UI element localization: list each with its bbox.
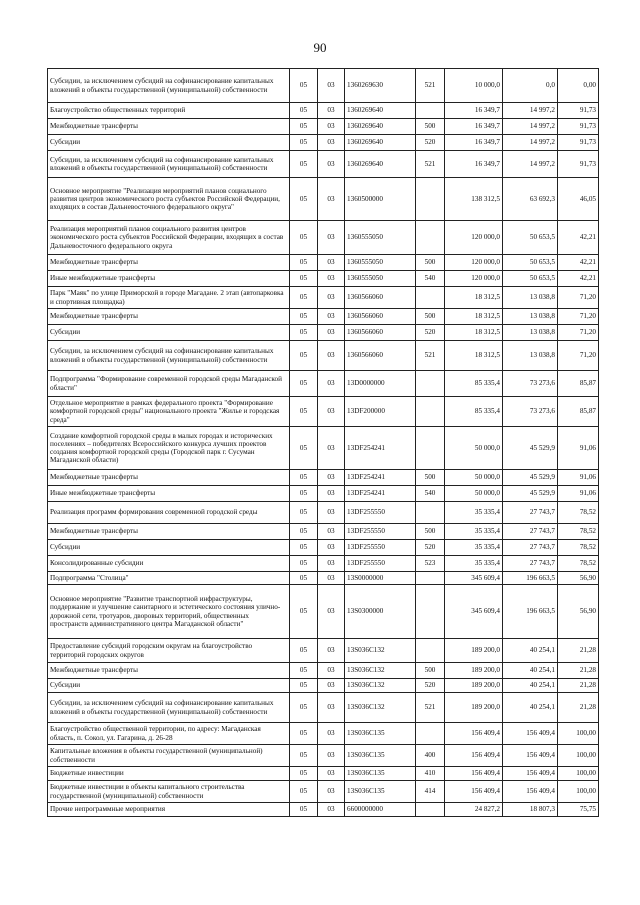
section-code: 05 [290,371,318,397]
table-row [48,119,599,135]
approved-amount: 50 000,0 [445,427,503,470]
subsection-code: 03 [318,135,345,151]
expense-type-code [416,585,445,639]
executed-amount: 18 807,3 [503,803,558,817]
subsection-code: 03 [318,663,345,679]
executed-amount: 45 529,9 [503,427,558,470]
execution-percent: 91,06 [558,470,599,486]
table-row [48,309,599,325]
execution-percent: 78,52 [558,524,599,540]
line-item-name: Парк "Маяк" по улице Приморской в городе Магадане. 2 этап (автопарковка и спортивная площадка) [48,287,290,309]
subsection-code: 03 [318,723,345,745]
line-item-name: Благоустройство общественных территорий [48,103,290,119]
expense-type-code: 523 [416,556,445,572]
approved-amount: 156 409,4 [445,767,503,781]
subsection-code: 03 [318,371,345,397]
table-row [48,287,599,309]
target-article-code: 13S036C132 [345,663,416,679]
execution-percent: 85,87 [558,397,599,427]
executed-amount: 45 529,9 [503,470,558,486]
table-row [48,540,599,556]
approved-amount: 138 312,5 [445,178,503,221]
line-item-name: Предоставление субсидий городским округам на благоустройство территорий городских округов [48,639,290,663]
section-code: 05 [290,745,318,767]
line-item-name: Субсидии [48,135,290,151]
subsection-code: 03 [318,486,345,502]
expense-type-code [416,103,445,119]
section-code: 05 [290,502,318,524]
table-row [48,69,599,103]
target-article-code: 1360269640 [345,119,416,135]
executed-amount: 13 038,8 [503,341,558,371]
line-item-name: Консолидированные субсидии [48,556,290,572]
table-row [48,524,599,540]
target-article-code: 13DF254241 [345,470,416,486]
execution-percent: 91,73 [558,151,599,178]
subsection-code: 03 [318,119,345,135]
section-code: 05 [290,178,318,221]
executed-amount: 40 254,1 [503,639,558,663]
approved-amount: 189 200,0 [445,693,503,723]
executed-amount: 14 997,2 [503,119,558,135]
approved-amount: 35 335,4 [445,524,503,540]
approved-amount: 16 349,7 [445,103,503,119]
target-article-code: 13DF255550 [345,502,416,524]
execution-percent: 100,00 [558,745,599,767]
execution-percent: 71,20 [558,309,599,325]
expense-type-code: 500 [416,663,445,679]
approved-amount: 85 335,4 [445,371,503,397]
execution-percent: 91,73 [558,103,599,119]
line-item-name: Основное мероприятие "Реализация мероприятий планов социального развития центров экономического роста субъектов Российской Федерации, входящих в состав Дальневосточного федерального округа" [48,178,290,221]
section-code: 05 [290,524,318,540]
execution-percent: 78,52 [558,502,599,524]
executed-amount: 40 254,1 [503,663,558,679]
subsection-code: 03 [318,502,345,524]
executed-amount: 13 038,8 [503,325,558,341]
executed-amount: 13 038,8 [503,287,558,309]
executed-amount: 73 273,6 [503,371,558,397]
table-row [48,103,599,119]
subsection-code: 03 [318,271,345,287]
subsection-code: 03 [318,341,345,371]
table-row [48,745,599,767]
expense-type-code [416,371,445,397]
expense-type-code [416,723,445,745]
target-article-code: 1360566060 [345,325,416,341]
approved-amount: 50 000,0 [445,470,503,486]
approved-amount: 189 200,0 [445,663,503,679]
approved-amount: 156 409,4 [445,745,503,767]
expense-type-code: 500 [416,524,445,540]
subsection-code: 03 [318,679,345,693]
executed-amount: 40 254,1 [503,679,558,693]
table-row [48,781,599,803]
line-item-name: Субсидии, за исключением субсидий на софинансирование капитальных вложений в объекты государственной (муниципальной) собственности [48,693,290,723]
table-row [48,470,599,486]
line-item-name: Межбюджетные трансферты [48,309,290,325]
expense-type-code: 521 [416,693,445,723]
section-code: 05 [290,221,318,255]
execution-percent: 42,21 [558,255,599,271]
line-item-name: Отдельное мероприятие в рамках федерального проекта "Формирование комфортной городской среды" национального проекта "Жилье и городская среда" [48,397,290,427]
line-item-name: Подпрограмма "Формирование современной городской среды Магаданской области" [48,371,290,397]
section-code: 05 [290,679,318,693]
target-article-code: 1360555050 [345,271,416,287]
approved-amount: 50 000,0 [445,486,503,502]
subsection-code: 03 [318,767,345,781]
execution-percent: 21,28 [558,639,599,663]
line-item-name: Субсидии [48,540,290,556]
line-item-name: Создание комфортной городской среды в малых городах и исторических поселениях – победителях Всероссийского конкурса лучших проектов создания комфортной городской среды (Городской парк г. Сусуман Магаданской области) [48,427,290,470]
expense-type-code: 500 [416,470,445,486]
executed-amount: 156 409,4 [503,781,558,803]
approved-amount: 345 609,4 [445,572,503,585]
execution-percent: 71,20 [558,325,599,341]
table-row [48,427,599,470]
section-code: 05 [290,151,318,178]
expense-type-code [416,572,445,585]
executed-amount: 13 038,8 [503,309,558,325]
expense-type-code: 520 [416,135,445,151]
line-item-name: Основное мероприятие "Развитие транспортной инфраструктуры, поддержание и улучшение санитарного и эстетического состояния улично-дорожной сети, тротуаров, дворовых территорий, общественных пространств административного центра Магаданской области" [48,585,290,639]
line-item-name: Межбюджетные трансферты [48,663,290,679]
execution-percent: 56,90 [558,585,599,639]
subsection-code: 03 [318,221,345,255]
table-row [48,397,599,427]
execution-percent: 71,20 [558,341,599,371]
executed-amount: 27 743,7 [503,556,558,572]
target-article-code: 13S036C135 [345,767,416,781]
executed-amount: 50 653,5 [503,271,558,287]
section-code: 05 [290,271,318,287]
approved-amount: 120 000,0 [445,255,503,271]
approved-amount: 16 349,7 [445,151,503,178]
target-article-code: 13DF200000 [345,397,416,427]
line-item-name: Иные межбюджетные трансферты [48,271,290,287]
executed-amount: 73 273,6 [503,397,558,427]
executed-amount: 14 997,2 [503,151,558,178]
subsection-code: 03 [318,524,345,540]
execution-percent: 91,06 [558,427,599,470]
line-item-name: Субсидии [48,679,290,693]
section-code: 05 [290,486,318,502]
expense-type-code: 521 [416,151,445,178]
executed-amount: 27 743,7 [503,540,558,556]
table-row [48,486,599,502]
section-code: 05 [290,803,318,817]
approved-amount: 18 312,5 [445,287,503,309]
expense-type-code: 414 [416,781,445,803]
line-item-name: Субсидии, за исключением субсидий на софинансирование капитальных вложений в объекты государственной (муниципальной) собственности [48,151,290,178]
target-article-code: 13D0000000 [345,371,416,397]
approved-amount: 120 000,0 [445,271,503,287]
expense-type-code: 500 [416,119,445,135]
execution-percent: 0,00 [558,69,599,103]
line-item-name: Межбюджетные трансферты [48,255,290,271]
target-article-code: 13DF255550 [345,524,416,540]
section-code: 05 [290,287,318,309]
budget-table [47,68,599,817]
executed-amount: 27 743,7 [503,524,558,540]
line-item-name: Межбюджетные трансферты [48,119,290,135]
page-number: 90 [313,40,327,55]
table-row [48,585,599,639]
table-row [48,767,599,781]
execution-percent: 21,28 [558,693,599,723]
expense-type-code [416,287,445,309]
target-article-code: 13S0300000 [345,585,416,639]
expense-type-code: 500 [416,255,445,271]
target-article-code: 13S036C135 [345,781,416,803]
execution-percent: 85,87 [558,371,599,397]
subsection-code: 03 [318,427,345,470]
section-code: 05 [290,255,318,271]
section-code: 05 [290,427,318,470]
table-row [48,572,599,585]
expense-type-code [416,502,445,524]
executed-amount: 0,0 [503,69,558,103]
table-row [48,325,599,341]
table-row [48,502,599,524]
expense-type-code: 500 [416,309,445,325]
line-item-name: Благоустройство общественной территории, по адресу: Магаданская область, п. Сокол, ул. Гагарина, д. 26-28 [48,723,290,745]
expense-type-code: 521 [416,69,445,103]
target-article-code: 1360566060 [345,309,416,325]
subsection-code: 03 [318,639,345,663]
executed-amount: 156 409,4 [503,767,558,781]
subsection-code: 03 [318,585,345,639]
target-article-code: 1360269640 [345,151,416,178]
execution-percent: 100,00 [558,723,599,745]
approved-amount: 156 409,4 [445,723,503,745]
section-code: 05 [290,639,318,663]
expense-type-code [416,221,445,255]
subsection-code: 03 [318,803,345,817]
execution-percent: 46,05 [558,178,599,221]
approved-amount: 189 200,0 [445,679,503,693]
target-article-code: 13S036C132 [345,639,416,663]
section-code: 05 [290,341,318,371]
subsection-code: 03 [318,745,345,767]
subsection-code: 03 [318,309,345,325]
executed-amount: 50 653,5 [503,255,558,271]
execution-percent: 21,28 [558,663,599,679]
expense-type-code [416,178,445,221]
line-item-name: Прочие непрограммные мероприятия [48,803,290,817]
target-article-code: 13S036C135 [345,723,416,745]
section-code: 05 [290,325,318,341]
line-item-name: Субсидии [48,325,290,341]
target-article-code: 1360269640 [345,135,416,151]
target-article-code: 1360269630 [345,69,416,103]
target-article-code: 13DF254241 [345,486,416,502]
line-item-name: Межбюджетные трансферты [48,470,290,486]
subsection-code: 03 [318,781,345,803]
line-item-name: Реализация программ формирования современной городской среды [48,502,290,524]
executed-amount: 45 529,9 [503,486,558,502]
subsection-code: 03 [318,540,345,556]
expense-type-code: 540 [416,271,445,287]
line-item-name: Иные межбюджетные трансферты [48,486,290,502]
target-article-code: 13S036C135 [345,745,416,767]
expense-type-code [416,803,445,817]
target-article-code: 1360555050 [345,221,416,255]
subsection-code: 03 [318,178,345,221]
approved-amount: 18 312,5 [445,309,503,325]
approved-amount: 10 000,0 [445,69,503,103]
table-row [48,271,599,287]
table-row [48,255,599,271]
execution-percent: 78,52 [558,556,599,572]
expense-type-code: 520 [416,679,445,693]
section-code: 05 [290,556,318,572]
subsection-code: 03 [318,556,345,572]
table-row [48,693,599,723]
approved-amount: 156 409,4 [445,781,503,803]
target-article-code: 1360566060 [345,287,416,309]
expense-type-code: 520 [416,325,445,341]
line-item-name: Субсидии, за исключением субсидий на софинансирование капитальных вложений в объекты государственной (муниципальной) собственности [48,341,290,371]
section-code: 05 [290,119,318,135]
table-row [48,556,599,572]
line-item-name: Бюджетные инвестиции [48,767,290,781]
approved-amount: 16 349,7 [445,135,503,151]
executed-amount: 14 997,2 [503,103,558,119]
subsection-code: 03 [318,397,345,427]
executed-amount: 196 663,5 [503,585,558,639]
execution-percent: 42,21 [558,221,599,255]
section-code: 05 [290,540,318,556]
table-row [48,135,599,151]
table-row [48,178,599,221]
table-row [48,803,599,817]
table-row [48,723,599,745]
execution-percent: 100,00 [558,781,599,803]
section-code: 05 [290,767,318,781]
subsection-code: 03 [318,470,345,486]
subsection-code: 03 [318,151,345,178]
line-item-name: Межбюджетные трансферты [48,524,290,540]
approved-amount: 35 335,4 [445,540,503,556]
target-article-code: 13DF255550 [345,540,416,556]
target-article-code: 13S036C132 [345,679,416,693]
section-code: 05 [290,103,318,119]
executed-amount: 63 692,3 [503,178,558,221]
executed-amount: 196 663,5 [503,572,558,585]
line-item-name: Бюджетные инвестиции в объекты капитального строительства государственной (муниципальной) собственности [48,781,290,803]
subsection-code: 03 [318,103,345,119]
expense-type-code: 540 [416,486,445,502]
execution-percent: 21,28 [558,679,599,693]
section-code: 05 [290,585,318,639]
execution-percent: 91,73 [558,135,599,151]
line-item-name: Подпрограмма "Столица" [48,572,290,585]
target-article-code: 1360555050 [345,255,416,271]
approved-amount: 35 335,4 [445,502,503,524]
executed-amount: 27 743,7 [503,502,558,524]
subsection-code: 03 [318,69,345,103]
table-row [48,663,599,679]
execution-percent: 100,00 [558,767,599,781]
expense-type-code: 400 [416,745,445,767]
executed-amount: 156 409,4 [503,723,558,745]
section-code: 05 [290,723,318,745]
section-code: 05 [290,781,318,803]
target-article-code: 13S0000000 [345,572,416,585]
approved-amount: 18 312,5 [445,325,503,341]
target-article-code: 13DF255550 [345,556,416,572]
execution-percent: 91,73 [558,119,599,135]
subsection-code: 03 [318,287,345,309]
expense-type-code [416,639,445,663]
section-code: 05 [290,470,318,486]
line-item-name: Субсидии, за исключением субсидий на софинансирование капитальных вложений в объекты государственной (муниципальной) собственности [48,69,290,103]
section-code: 05 [290,135,318,151]
line-item-name: Реализация мероприятий планов социального развития центров экономического роста субъектов Российской Федерации, входящих в состав Дальневосточного федерального округа [48,221,290,255]
approved-amount: 120 000,0 [445,221,503,255]
expense-type-code: 410 [416,767,445,781]
expense-type-code [416,427,445,470]
expense-type-code: 520 [416,540,445,556]
table-row [48,221,599,255]
table-row [48,679,599,693]
section-code: 05 [290,693,318,723]
table-row [48,341,599,371]
executed-amount: 40 254,1 [503,693,558,723]
expense-type-code: 521 [416,341,445,371]
target-article-code: 1360500000 [345,178,416,221]
approved-amount: 345 609,4 [445,585,503,639]
executed-amount: 156 409,4 [503,745,558,767]
subsection-code: 03 [318,693,345,723]
subsection-code: 03 [318,572,345,585]
target-article-code: 6600000000 [345,803,416,817]
executed-amount: 14 997,2 [503,135,558,151]
table-row [48,371,599,397]
section-code: 05 [290,397,318,427]
section-code: 05 [290,69,318,103]
execution-percent: 78,52 [558,540,599,556]
execution-percent: 56,90 [558,572,599,585]
line-item-name: Капитальные вложения в объекты государственной (муниципальной) собственности [48,745,290,767]
target-article-code: 1360566060 [345,341,416,371]
section-code: 05 [290,309,318,325]
table-row [48,151,599,178]
target-article-code: 13S036C132 [345,693,416,723]
approved-amount: 16 349,7 [445,119,503,135]
table-row [48,639,599,663]
section-code: 05 [290,663,318,679]
execution-percent: 42,21 [558,271,599,287]
section-code: 05 [290,572,318,585]
executed-amount: 50 653,5 [503,221,558,255]
approved-amount: 85 335,4 [445,397,503,427]
execution-percent: 91,06 [558,486,599,502]
expense-type-code [416,397,445,427]
approved-amount: 189 200,0 [445,639,503,663]
approved-amount: 24 827,2 [445,803,503,817]
subsection-code: 03 [318,325,345,341]
subsection-code: 03 [318,255,345,271]
execution-percent: 75,75 [558,803,599,817]
target-article-code: 1360269640 [345,103,416,119]
approved-amount: 35 335,4 [445,556,503,572]
target-article-code: 13DF254241 [345,427,416,470]
approved-amount: 18 312,5 [445,341,503,371]
execution-percent: 71,20 [558,287,599,309]
